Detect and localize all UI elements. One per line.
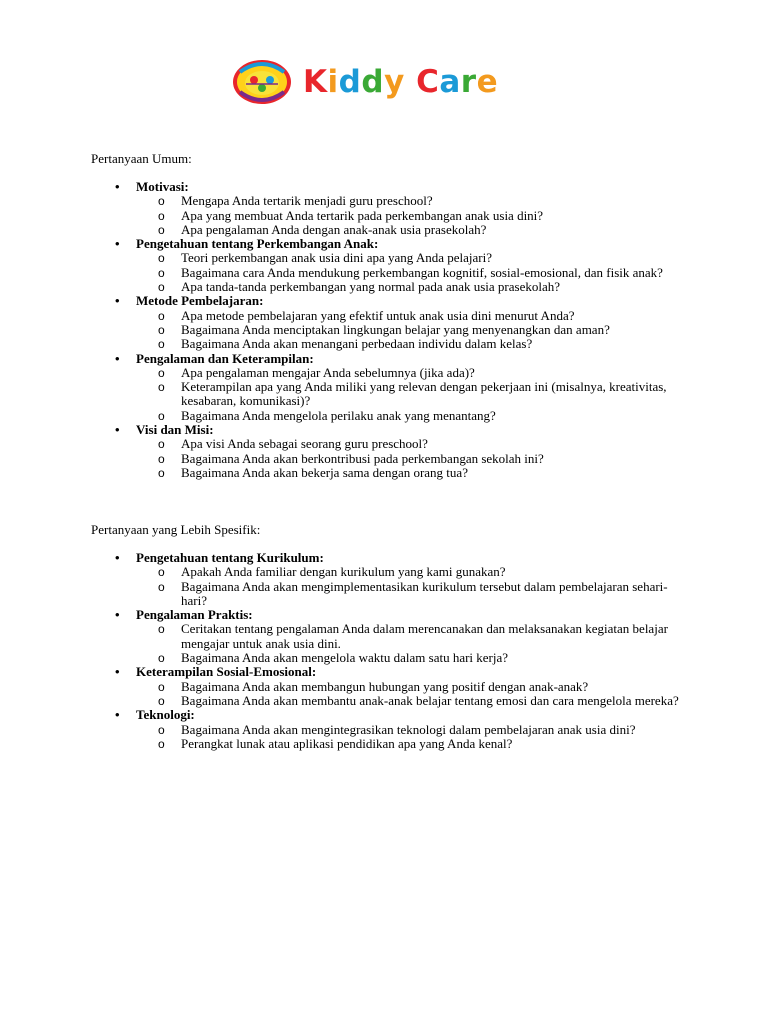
- circle-bullet-icon: o: [158, 579, 165, 594]
- question-item: [0, 209, 768, 223]
- bullet-icon: •: [115, 550, 120, 565]
- circle-bullet-icon: o: [158, 736, 165, 751]
- circle-bullet-icon: o: [158, 651, 165, 666]
- question-item: [0, 694, 768, 708]
- question-list: [0, 194, 768, 237]
- question-item: [0, 309, 768, 323]
- question-text: Apa pengalaman Anda dengan anak-anak usia prasekolah?: [181, 221, 487, 237]
- question-item: [0, 580, 768, 609]
- question-text: Apa visi Anda sebagai seorang guru preschool?: [181, 436, 428, 452]
- wordmark-letter: d: [338, 64, 362, 100]
- question-text: Keterampilan apa yang Anda miliki yang relevan dengan pekerjaan ini (misalnya, kreativitas, kesabaran, komunikasi)?: [181, 379, 667, 409]
- question-item: [0, 565, 768, 579]
- question-text: Ceritakan tentang pengalaman Anda dalam merencanakan dan melaksanakan kegiatan belajar mengajar untuk anak usia dini.: [181, 621, 668, 651]
- topic-item: [0, 237, 768, 294]
- wordmark-letter: K: [303, 64, 328, 100]
- question-list: [0, 622, 768, 665]
- topic-list: [0, 551, 768, 751]
- section-title: Pertanyaan yang Lebih Spesifik:: [91, 522, 261, 537]
- question-item: [0, 452, 768, 466]
- wordmark-letter: r: [460, 64, 477, 100]
- question-text: Apakah Anda familiar dengan kurikulum yang kami gunakan?: [181, 564, 506, 580]
- circle-bullet-icon: o: [158, 265, 165, 280]
- topic-item: [0, 352, 768, 423]
- question-text: Bagaimana Anda akan mengintegrasikan teknologi dalam pembelajaran anak usia dini?: [181, 721, 636, 737]
- topic-heading: Pengetahuan tentang Kurikulum:: [136, 550, 324, 565]
- kiddy-care-badge-icon: [232, 58, 292, 106]
- question-text: Bagaimana Anda akan berkontribusi pada perkembangan sekolah ini?: [181, 450, 544, 466]
- question-item: [0, 437, 768, 451]
- topic-item: [0, 608, 768, 665]
- question-item: [0, 266, 768, 280]
- question-list: [0, 565, 768, 608]
- bullet-icon: •: [115, 293, 120, 309]
- topic-heading: Teknologi:: [136, 707, 195, 723]
- question-text: Bagaimana Anda akan membangun hubungan yang positif dengan anak-anak?: [181, 678, 589, 694]
- wordmark-letter: C: [416, 64, 440, 100]
- question-item: [0, 337, 768, 351]
- circle-bullet-icon: o: [158, 437, 165, 452]
- bullet-icon: •: [115, 664, 120, 680]
- wordmark-letter: [405, 62, 416, 102]
- question-text: Bagaimana Anda akan bekerja sama dengan orang tua?: [181, 464, 468, 480]
- question-text: Teori perkembangan anak usia dini apa yang Anda pelajari?: [181, 250, 492, 266]
- question-text: Bagaimana Anda menciptakan lingkungan belajar yang menyenangkan dan aman?: [181, 321, 610, 337]
- circle-bullet-icon: o: [158, 408, 165, 423]
- question-list: [0, 680, 768, 709]
- topic-list: [0, 180, 768, 480]
- circle-bullet-icon: o: [158, 722, 165, 737]
- bullet-icon: •: [115, 422, 120, 438]
- question-text: Perangkat lunak atau aplikasi pendidikan apa yang Anda kenal?: [181, 735, 513, 751]
- topic-item: [0, 551, 768, 608]
- question-text: Mengapa Anda tertarik menjadi guru preschool?: [181, 193, 433, 209]
- topic-heading: Pengalaman Praktis:: [136, 607, 253, 623]
- question-item: [0, 409, 768, 423]
- circle-bullet-icon: o: [158, 222, 165, 237]
- question-text: Apa tanda-tanda perkembangan yang normal pada anak usia prasekolah?: [181, 279, 561, 295]
- question-list: [0, 366, 768, 423]
- bullet-icon: •: [115, 707, 120, 723]
- question-text: Apa pengalaman mengajar Anda sebelumnya (jika ada)?: [181, 364, 475, 380]
- wordmark-letter: y: [384, 64, 405, 100]
- question-item: [0, 194, 768, 208]
- topic-heading: Pengetahuan tentang Perkembangan Anak:: [136, 236, 379, 252]
- question-list: [0, 309, 768, 352]
- topic-heading: Motivasi:: [136, 179, 189, 194]
- topic-item: [0, 180, 768, 237]
- wordmark-letter: e: [476, 64, 499, 100]
- question-item: [0, 622, 768, 651]
- question-text: Bagaimana cara Anda mendukung perkembangan kognitif, sosial-emosional, dan fisik anak?: [181, 264, 663, 280]
- bullet-icon: •: [115, 607, 120, 623]
- question-item: [0, 466, 768, 480]
- topic-heading: Keterampilan Sosial-Emosional:: [136, 664, 317, 680]
- bullet-icon: •: [115, 350, 120, 366]
- circle-bullet-icon: o: [158, 565, 165, 580]
- question-item: [0, 651, 768, 665]
- question-list: [0, 723, 768, 752]
- circle-bullet-icon: o: [158, 322, 165, 337]
- bullet-icon: •: [115, 179, 120, 194]
- question-item: [0, 737, 768, 751]
- section-title: Pertanyaan Umum:: [91, 151, 192, 166]
- bullet-icon: •: [115, 236, 120, 252]
- wordmark-letter: d: [361, 64, 385, 100]
- question-text: Bagaimana Anda akan mengimplementasikan kurikulum tersebut dalam pembelajaran sehari-hari?: [181, 578, 668, 608]
- circle-bullet-icon: o: [158, 208, 165, 223]
- circle-bullet-icon: o: [158, 365, 165, 380]
- question-item: [0, 366, 768, 380]
- circle-bullet-icon: o: [158, 194, 165, 209]
- question-item: [0, 680, 768, 694]
- circle-bullet-icon: o: [158, 465, 165, 480]
- circle-bullet-icon: o: [158, 622, 165, 637]
- question-list: [0, 251, 768, 294]
- question-list: [0, 437, 768, 480]
- kiddy-care-logo: [232, 58, 514, 106]
- question-text: Bagaimana Anda akan menangani perbedaan individu dalam kelas?: [181, 336, 533, 352]
- topic-item: [0, 294, 768, 351]
- question-item: [0, 723, 768, 737]
- question-text: Apa metode pembelajaran yang efektif untuk anak usia dini menurut Anda?: [181, 307, 575, 323]
- wordmark-letter: a: [439, 64, 461, 100]
- question-text: Bagaimana Anda akan membantu anak-anak belajar tentang emosi dan cara mengelola mereka?: [181, 692, 679, 708]
- circle-bullet-icon: o: [158, 380, 165, 395]
- circle-bullet-icon: o: [158, 679, 165, 694]
- wordmark-letter: i: [327, 64, 339, 100]
- circle-bullet-icon: o: [158, 337, 165, 352]
- question-text: Apa yang membuat Anda tertarik pada perkembangan anak usia dini?: [181, 207, 544, 223]
- question-item: [0, 280, 768, 294]
- topic-item: [0, 665, 768, 708]
- circle-bullet-icon: o: [158, 693, 165, 708]
- topic-heading: Visi dan Misi:: [136, 422, 214, 438]
- topic-heading: Pengalaman dan Keterampilan:: [136, 350, 314, 366]
- circle-bullet-icon: o: [158, 308, 165, 323]
- question-item: [0, 223, 768, 237]
- circle-bullet-icon: o: [158, 251, 165, 266]
- question-text: Bagaimana Anda akan mengelola waktu dalam satu hari kerja?: [181, 650, 509, 666]
- circle-bullet-icon: o: [158, 451, 165, 466]
- question-text: Bagaimana Anda mengelola perilaku anak yang menantang?: [181, 407, 496, 423]
- topic-item: [0, 708, 768, 751]
- circle-bullet-icon: o: [158, 280, 165, 295]
- question-item: [0, 380, 768, 409]
- kiddy-care-wordmark: [303, 62, 498, 102]
- topic-heading: Metode Pembelajaran:: [136, 293, 264, 309]
- question-item: [0, 323, 768, 337]
- topic-item: [0, 423, 768, 480]
- question-item: [0, 251, 768, 265]
